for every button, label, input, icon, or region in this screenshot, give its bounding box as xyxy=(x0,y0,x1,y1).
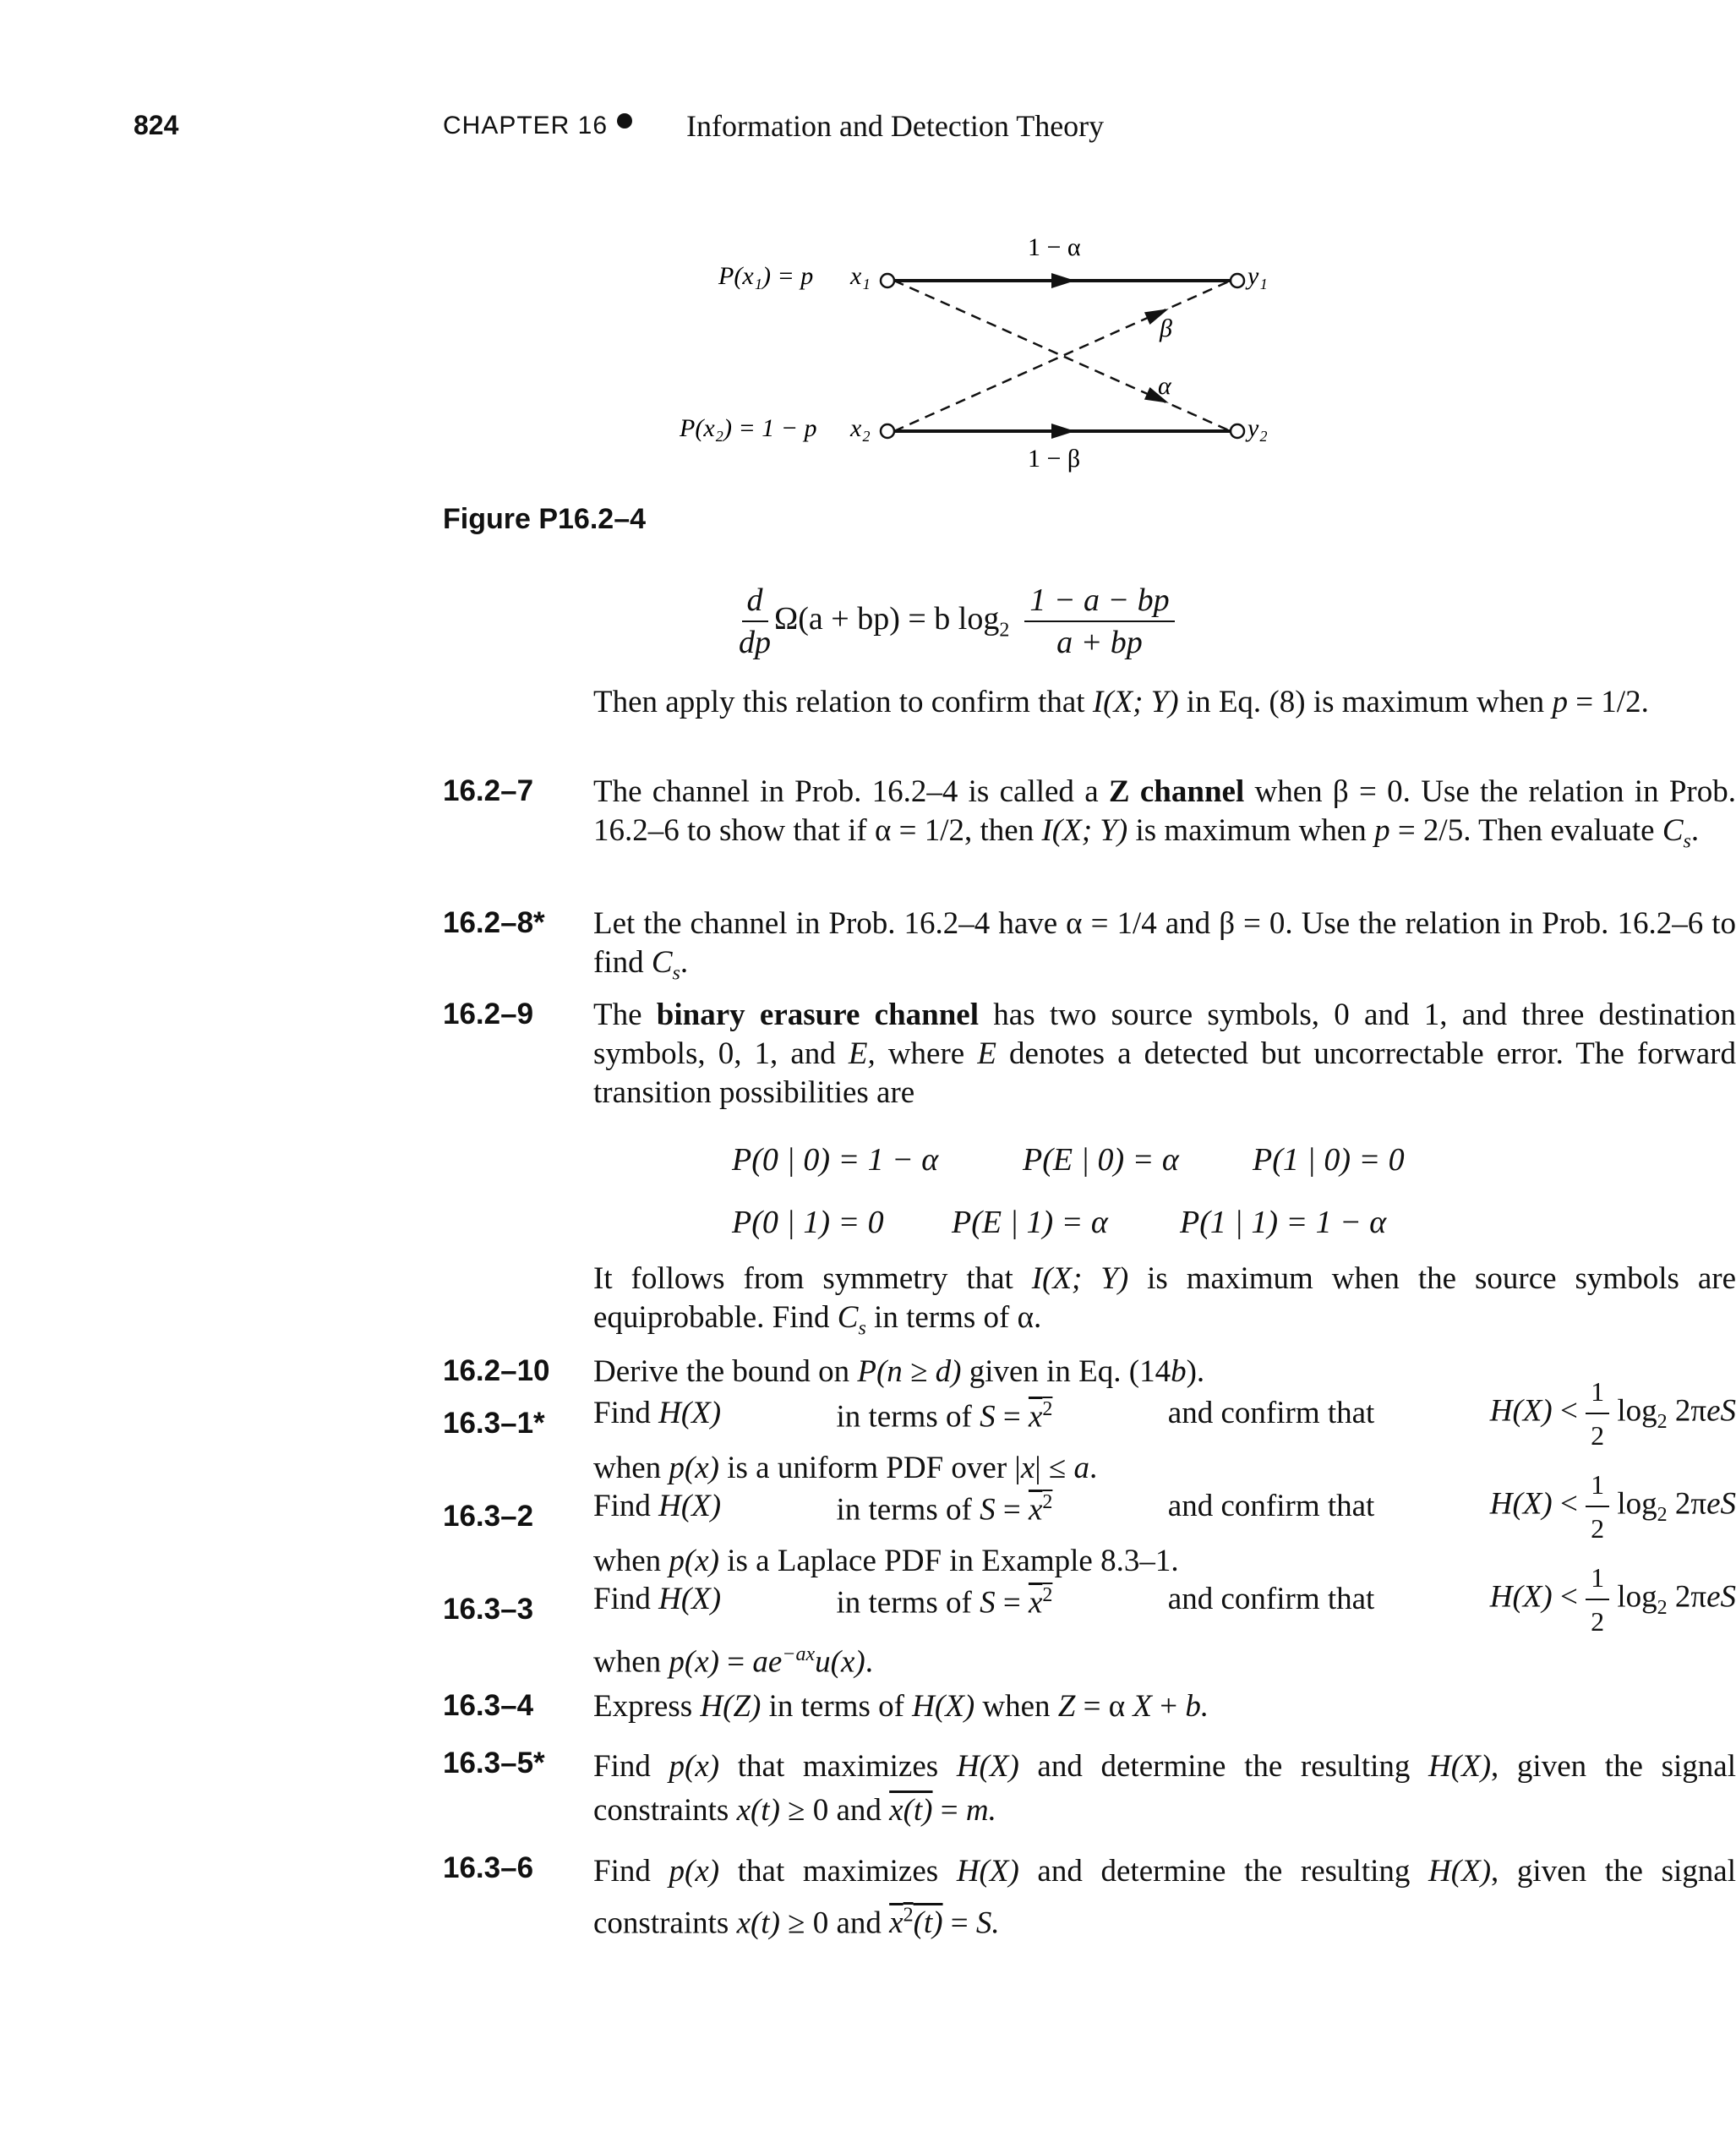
chapter-label: CHAPTER 16 xyxy=(443,112,609,139)
math: I(X; Y) xyxy=(1041,813,1128,848)
text: denotes a detected but uncorrectable error. The forward transition possibilities are xyxy=(593,1036,1736,1110)
text: ≥ 0 and xyxy=(779,1905,890,1941)
math-sup: 2 xyxy=(903,1905,914,1927)
math: b. xyxy=(1185,1689,1209,1724)
text: . xyxy=(865,1644,873,1680)
math: u(x) xyxy=(815,1644,865,1680)
equation-derivative xyxy=(739,582,1175,661)
text: and determine the resulting xyxy=(1018,1854,1429,1889)
math: S. xyxy=(975,1905,1000,1941)
math-sub: 2 xyxy=(1657,1596,1668,1619)
text: Find xyxy=(593,1582,659,1616)
node-x2 xyxy=(881,424,894,438)
eq-log-sub: 2 xyxy=(999,619,1010,642)
math-sub: s xyxy=(858,1317,866,1340)
math: H(X) xyxy=(956,1854,1019,1889)
math-sup: 2 xyxy=(1042,1398,1053,1421)
math: ae xyxy=(752,1644,783,1680)
node-x2-label: x₂ xyxy=(850,414,871,442)
math: eS xyxy=(1706,1486,1736,1522)
math: H(X) xyxy=(1428,1854,1492,1889)
math: m. xyxy=(965,1793,996,1828)
math: H(X) xyxy=(956,1749,1019,1784)
math: Z xyxy=(1057,1689,1076,1724)
term: binary erasure channel xyxy=(656,998,980,1032)
math: p xyxy=(1552,685,1568,719)
problem-16-3-6-text xyxy=(593,1850,1736,1945)
problem-16-2-8-text xyxy=(593,905,1736,992)
text: is a Laplace PDF in Example 8.3–1. xyxy=(718,1544,1179,1578)
text: Express xyxy=(593,1689,701,1724)
math: p(x) xyxy=(669,1854,720,1889)
text: = xyxy=(718,1644,753,1680)
math-overline: x(t) xyxy=(889,1793,933,1828)
problem-number-16-3-6: 16.3–6 xyxy=(443,1851,534,1884)
text: where xyxy=(875,1036,978,1071)
transition-p10: P(1 | 0) = 0 xyxy=(1253,1142,1405,1178)
math: C xyxy=(651,945,673,980)
problem-number-16-3-5: 16.3–5* xyxy=(443,1747,545,1779)
text: when xyxy=(974,1689,1058,1724)
half-num: 1 xyxy=(1586,1558,1609,1600)
text: when xyxy=(593,1544,669,1578)
math: eS xyxy=(1706,1579,1736,1615)
problem-16-3-5-text xyxy=(593,1745,1736,1833)
text: = xyxy=(932,1793,966,1828)
text: is maximum when xyxy=(1127,813,1375,848)
math: I(X; Y) xyxy=(1031,1261,1129,1296)
text: log xyxy=(1609,1579,1657,1615)
math: S xyxy=(980,1585,996,1621)
text: , given the signal constraints xyxy=(593,1854,1736,1941)
half-num: 1 xyxy=(1586,1465,1609,1507)
text: has two source symbols, 0 and 1, and three destination symbols, 0, 1, and xyxy=(593,998,1736,1071)
math: p(x) xyxy=(669,1451,719,1485)
math: p(x) xyxy=(669,1544,719,1578)
math: S xyxy=(980,1492,996,1528)
text: in terms of xyxy=(761,1689,913,1724)
eq-frac-num: 1 − a − bp xyxy=(1024,582,1174,622)
text: = α xyxy=(1075,1689,1133,1724)
eq-d-num: d xyxy=(742,582,768,622)
text: in terms of xyxy=(836,1492,980,1528)
label-beta: β xyxy=(1160,314,1172,342)
half-den: 2 xyxy=(1591,1513,1605,1544)
math: C xyxy=(837,1300,859,1335)
half-den: 2 xyxy=(1591,1606,1605,1637)
math-sup: 2 xyxy=(1042,1584,1053,1607)
math-overline: $\overline{x}$ xyxy=(1028,1399,1043,1435)
math: H(X) xyxy=(658,1396,722,1430)
math-sup: 2 xyxy=(1042,1491,1053,1514)
text: | ≤ xyxy=(1035,1451,1074,1485)
input-1-probability: P(x₁) = p xyxy=(718,262,814,290)
arrow-x2-y2 xyxy=(1051,424,1075,439)
text: . xyxy=(680,945,689,980)
math: P(n ≥ d) xyxy=(857,1354,962,1389)
math: S xyxy=(980,1399,996,1435)
node-y2-label: y₂ xyxy=(1247,414,1268,442)
input-2-probability: P(x₂) = 1 − p xyxy=(680,414,817,442)
text: when xyxy=(593,1644,669,1680)
text: < xyxy=(1552,1486,1586,1522)
text: Find xyxy=(593,1489,659,1523)
text: 2π xyxy=(1667,1393,1707,1429)
math: eS xyxy=(1706,1393,1736,1429)
problem-number-16-2-10: 16.2–10 xyxy=(443,1354,550,1387)
math: H(X) xyxy=(658,1489,722,1523)
text: < xyxy=(1552,1393,1586,1429)
transition-pe0: P(E | 0) = α xyxy=(1023,1142,1179,1178)
problem-number-16-3-4: 16.3–4 xyxy=(443,1689,534,1722)
node-y1-label: y₁ xyxy=(1247,262,1268,290)
math-sub: 2 xyxy=(1657,1410,1668,1433)
transition-row-1 xyxy=(732,1141,1405,1178)
problem-16-3-3-line2 xyxy=(593,1635,1736,1681)
chapter-bullet xyxy=(617,113,632,128)
text: , given the signal constraints xyxy=(593,1749,1736,1828)
math: H(X) xyxy=(1489,1579,1553,1615)
problem-number-16-3-2: 16.3–2 xyxy=(443,1500,534,1533)
text: . xyxy=(1690,813,1700,848)
problem-16-3-3-line1 xyxy=(593,1562,1736,1637)
math: p(x) xyxy=(669,1644,719,1680)
math: p(x) xyxy=(669,1749,720,1784)
text: in Eq. (8) is maximum when xyxy=(1178,685,1553,719)
text: ≥ 0 and xyxy=(779,1793,890,1828)
text: and confirm that xyxy=(1167,1396,1375,1430)
problem-16-3-2-line1 xyxy=(593,1469,1736,1544)
math: E xyxy=(977,1036,996,1071)
text: Find xyxy=(593,1854,669,1889)
paragraph-symmetry xyxy=(593,1260,1736,1348)
text: = 2/5. Then evaluate xyxy=(1389,813,1662,848)
node-x1-label: x₁ xyxy=(850,262,871,290)
math-sub: 2 xyxy=(1657,1503,1668,1526)
figure-caption: Figure P16.2–4 xyxy=(443,503,647,535)
text: Let the channel in Prob. 16.2–4 have α = 1/4 and β = 0. Use the relation in Prob. 16.2–6 to find xyxy=(593,906,1736,980)
text: . xyxy=(1089,1451,1098,1485)
math: H(X) xyxy=(1489,1486,1553,1522)
text: = xyxy=(995,1399,1029,1435)
eq-frac-den: a + bp xyxy=(1056,625,1143,660)
eq-mid: Ω(a + bp) = b log xyxy=(774,601,1000,637)
problem-number-16-2-9: 16.2–9 xyxy=(443,998,534,1030)
label-alpha: α xyxy=(1158,372,1171,400)
text: = xyxy=(995,1492,1029,1528)
problem-16-2-7-text xyxy=(593,773,1736,861)
transition-pe1: P(E | 1) = α xyxy=(952,1205,1108,1240)
math: x(t) xyxy=(736,1793,780,1828)
text: log xyxy=(1609,1393,1657,1429)
text: Then apply this relation to confirm that xyxy=(593,685,1093,719)
text: 2π xyxy=(1667,1579,1707,1615)
math: x(t) xyxy=(736,1905,780,1941)
math-overline: x xyxy=(889,1905,903,1941)
label-one-minus-beta: 1 − β xyxy=(1028,445,1081,473)
text: ). xyxy=(1186,1354,1205,1389)
math-sub: s xyxy=(1683,830,1691,853)
node-x1 xyxy=(881,274,894,287)
text: that maximizes xyxy=(719,1854,957,1889)
text: that maximizes xyxy=(719,1749,957,1784)
problem-number-16-3-1: 16.3–1* xyxy=(443,1407,545,1440)
problem-16-3-1-line1 xyxy=(593,1376,1736,1451)
text: and confirm that xyxy=(1167,1489,1375,1523)
math: b xyxy=(1171,1354,1187,1389)
problem-16-3-4-text xyxy=(593,1687,1736,1726)
page-number: 824 xyxy=(134,110,179,140)
math: H(X) xyxy=(1489,1393,1553,1429)
text: The channel in Prob. 16.2–4 is called a xyxy=(593,774,1109,809)
text: given in Eq. (14 xyxy=(961,1354,1171,1389)
text: and determine the resulting xyxy=(1018,1749,1429,1784)
term: Z channel xyxy=(1108,774,1245,809)
chapter-title: Information and Detection Theory xyxy=(686,109,1105,143)
math: X xyxy=(1133,1689,1152,1724)
math-overline: $\overline{x}$ xyxy=(1028,1492,1043,1528)
math: H(X) xyxy=(1428,1749,1492,1784)
transition-p11: P(1 | 1) = 1 − α xyxy=(1180,1205,1387,1240)
half-den: 2 xyxy=(1591,1420,1605,1451)
transition-p01: P(0 | 1) = 0 xyxy=(732,1205,884,1240)
channel-diagram xyxy=(659,228,1302,490)
text: in terms of xyxy=(836,1399,980,1435)
text: in terms of α. xyxy=(865,1300,1042,1335)
math: H(X) xyxy=(658,1582,722,1616)
text: < xyxy=(1552,1579,1586,1615)
text: Derive the bound on xyxy=(593,1354,858,1389)
math-sup: −ax xyxy=(782,1643,816,1665)
math: p xyxy=(1374,813,1390,848)
text: log xyxy=(1609,1486,1657,1522)
label-one-minus-alpha: 1 − α xyxy=(1028,233,1081,261)
math: x xyxy=(1020,1451,1035,1485)
node-y2 xyxy=(1231,424,1244,438)
text: is a uniform PDF over | xyxy=(718,1451,1021,1485)
node-y1 xyxy=(1231,274,1244,287)
eq-d-den: dp xyxy=(739,625,771,660)
text: in terms of xyxy=(836,1585,980,1621)
math-overline: (t) xyxy=(913,1905,943,1941)
math: C xyxy=(1662,813,1684,848)
text: = xyxy=(942,1905,976,1941)
text: The xyxy=(593,998,657,1032)
text: when β = 0. Use the relation in Prob. 16.2–6 to show that if α = 1/2, then xyxy=(593,774,1736,848)
math: E, xyxy=(848,1036,876,1071)
half-num: 1 xyxy=(1586,1372,1609,1414)
text: and confirm that xyxy=(1167,1582,1375,1616)
paragraph-apply-relation xyxy=(593,683,1736,722)
text: + xyxy=(1152,1689,1186,1724)
text: Find xyxy=(593,1396,659,1430)
math-sub: s xyxy=(672,962,680,985)
problem-number-16-2-7: 16.2–7 xyxy=(443,774,534,807)
math: a xyxy=(1073,1451,1089,1485)
text: It follows from symmetry that xyxy=(593,1261,1032,1296)
text: = xyxy=(995,1585,1029,1621)
text: 2π xyxy=(1667,1486,1707,1522)
math-overline: $\overline{x}$ xyxy=(1028,1585,1043,1621)
text: when xyxy=(593,1451,669,1485)
text: Find xyxy=(593,1749,669,1784)
problem-number-16-2-8: 16.2–8* xyxy=(443,906,545,939)
math: H(X) xyxy=(912,1689,975,1724)
text: = 1/2. xyxy=(1567,685,1649,719)
math: I(X; Y) xyxy=(1092,685,1179,719)
text: is maximum when the source symbols are equiprobable. Find xyxy=(593,1261,1736,1335)
transition-p00: P(0 | 0) = 1 − α xyxy=(732,1142,939,1178)
problem-number-16-3-3: 16.3–3 xyxy=(443,1593,534,1626)
problem-16-2-9-text xyxy=(593,996,1736,1113)
transition-row-2 xyxy=(732,1204,1386,1241)
arrow-x1-y1 xyxy=(1051,273,1075,288)
math: H(Z) xyxy=(700,1689,762,1724)
